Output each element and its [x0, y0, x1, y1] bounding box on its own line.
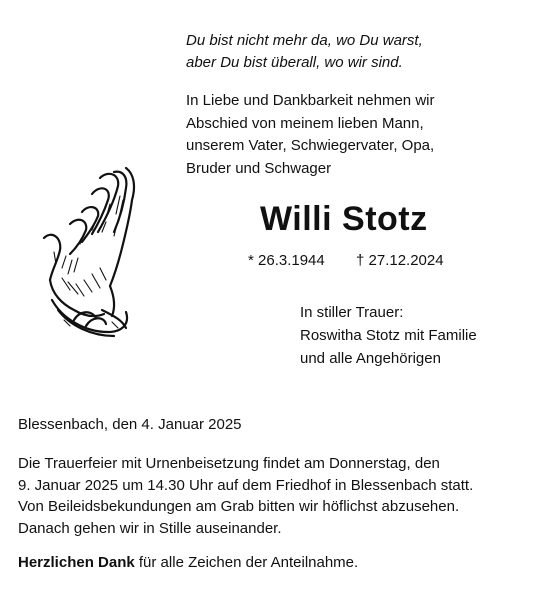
death-date: † 27.12.2024: [356, 252, 444, 269]
thanks-rest: für alle Zeichen der Anteilnahme.: [134, 554, 359, 571]
deceased-name: Willi Stotz: [260, 200, 428, 238]
intro-line: Abschied von meinem lieben Mann,: [186, 114, 424, 132]
intro-line: unserem Vater, Schwiegervater, Opa,: [186, 137, 435, 154]
mourners-line: In stiller Trauer:: [300, 304, 404, 321]
details-line: Die Trauerfeier mit Urnenbeisetzung findet am Donnerstag, den: [18, 455, 440, 472]
mourners-line: und alle Angehörigen: [300, 350, 441, 367]
mourners-block: [300, 301, 540, 370]
intro-line: Bruder und Schwager: [186, 159, 332, 177]
place-and-date: Blessenbach, den 4. Januar 2025: [18, 416, 242, 433]
mourners-line: Roswitha Stotz mit Familie: [300, 327, 477, 344]
memorial-quote: [186, 30, 536, 74]
funeral-details: [18, 453, 538, 539]
details-line: Danach gehen wir in Stille auseinander.: [18, 519, 282, 537]
details-line: 9. Januar 2025 um 14.30 Uhr auf dem Friedhof in Blessenbach statt.: [18, 476, 474, 494]
intro-text: [186, 90, 536, 180]
thanks-line: [18, 552, 358, 574]
quote-line: aber Du bist überall, wo wir sind.: [186, 54, 403, 71]
birth-date: * 26.3.1944: [248, 252, 325, 269]
intro-line: In Liebe und Dankbarkeit nehmen wir: [186, 92, 435, 109]
quote-line: Du bist nicht mehr da, wo Du warst,: [186, 32, 423, 49]
praying-hands-icon: [22, 160, 150, 340]
details-line: Von Beileidsbekundungen am Grab bitten wir höflichst abzusehen.: [18, 498, 460, 515]
thanks-bold: Herzlichen Dank: [18, 554, 135, 571]
